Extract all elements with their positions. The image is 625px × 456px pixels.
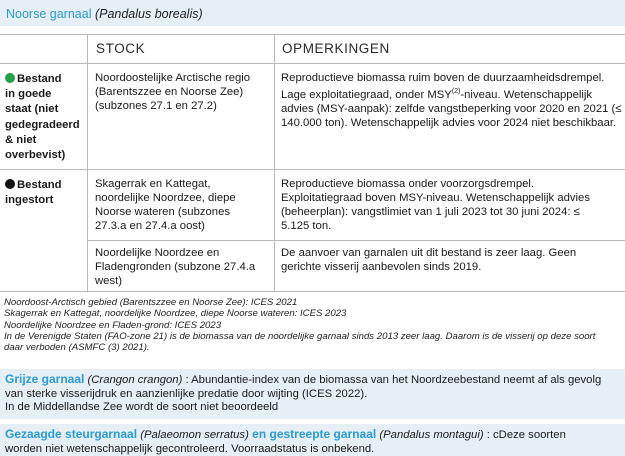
remarks-line: gerichte visserij aanbevolen sinds 2019.: [281, 261, 482, 273]
grijze-line-1: : Abundantie-index van de biomassa van het Noordzeebestand neemt af als gevolg: [182, 374, 602, 386]
status-good-line: staat (niet: [5, 103, 59, 116]
note-line: Noordoost-Arctisch gebied (Barentszzee en Noorse Zee): ICES 2021: [4, 297, 298, 308]
remarks-line: [281, 85, 623, 102]
row-divider-2: [87, 240, 625, 241]
remarks-line: (beheerplan): vangstlimiet van 1 juli 2023 tot 30 juni 2024: ≤: [281, 206, 580, 218]
footnote-ref: (2): [451, 88, 461, 95]
gezaagde-name: Gezaagde steurgarnaal: [5, 427, 138, 441]
grijze-line-2: van sterke visserijdruk en aanzienlijke predatie door wijting (ICES 2022).: [5, 387, 368, 400]
remarks-line: 5.125 ton.: [281, 220, 332, 232]
column-divider-2: [274, 34, 275, 291]
note-line: In de Verenigde Staten (FAO-zone 21) is de biomassa van de noordelijke garnaal sinds 2013 zeer laag. Daarom is de visserij op deze soort: [4, 330, 596, 342]
gezaagde-steurgarnaal-box: [0, 424, 625, 456]
gezaagde-line-2: worden niet wetenschappelijk gecontroleerd. Voorraadstatus is onbekend.: [5, 442, 375, 455]
grijze-garnaal-name: Grijze garnaal: [5, 372, 85, 386]
gestreepte-name: gestreepte garnaal: [269, 427, 377, 441]
source-notes: [4, 297, 622, 353]
stock-line: Fladengronden (subzone 27.4.a: [95, 261, 256, 273]
remarks-line: Reproductieve biomassa onder voorzorgsdrempel.: [281, 178, 535, 190]
stock-line: Noordoostelijke Arctische regio: [95, 72, 251, 84]
page-title: [6, 7, 203, 21]
remarks-cell-2: [281, 177, 623, 233]
status-good-line: Bestand: [17, 73, 62, 85]
remarks-line: Exploitatiegraad boven MSY-niveau. Wetenschappelijk advies: [281, 192, 590, 204]
gestreepte-scientific: (Pandalus montagui): [379, 429, 484, 441]
title-band: [0, 0, 625, 26]
remarks-line: 140.000 ton). Wetenschappelijk advies voor 2024 niet beschikbaar.: [281, 116, 617, 129]
status-collapsed: [5, 178, 87, 208]
header-divider: [0, 63, 625, 64]
stock-cell-1: [95, 71, 270, 113]
remarks-segment: -niveau. Wetenschappelijk: [460, 88, 593, 101]
gezaagde-scientific: (Palaeomon serratus): [140, 429, 249, 441]
status-collapsed-line: Bestand: [17, 179, 62, 191]
black-status-dot-icon: [5, 179, 15, 189]
remarks-line: Reproductieve biomassa ruim boven de duurzaamheidsdrempel.: [281, 72, 605, 84]
remarks-line: advies (MSY-aanpak): zelfde vangstbeperking voor 2020 en 2021 (≤: [281, 102, 622, 115]
status-collapsed-line: ingestort: [5, 194, 54, 207]
stock-line: (Barentszzee en Noorse Zee): [95, 86, 244, 98]
column-divider-1: [87, 34, 88, 291]
remarks-cell-3: [281, 246, 623, 274]
status-good: [5, 72, 87, 163]
status-good-line: gedegradeerd: [5, 118, 80, 131]
stock-cell-2: [95, 177, 270, 233]
title-species-name: Noorse garnaal: [6, 7, 92, 21]
stock-cell-3: [95, 246, 270, 288]
stock-line: Skagerrak en Kattegat,: [95, 178, 211, 190]
grijze-garnaal-text: [5, 373, 620, 415]
row-divider-1: [0, 169, 625, 170]
remarks-segment: Lage exploitatiegraad, onder MSY: [281, 88, 452, 101]
note-line: Skagerrak en Kattegat, noordelijke Noordzee, diepe Noorse wateren: ICES 2023: [4, 308, 347, 320]
header-opmerkingen: OPMERKINGEN: [282, 41, 390, 56]
header-stock: STOCK: [96, 41, 146, 56]
gezaagde-line-1: : cDeze soorten: [483, 429, 566, 441]
remarks-line: De aanvoer van garnalen uit dit bestand is zeer laag. Geen: [281, 247, 577, 259]
grijze-scientific: (Crangon crangon): [87, 374, 183, 386]
note-line: daar verboden (ASMFC (3) 2021).: [4, 342, 150, 354]
table-bottom-border: [0, 291, 625, 292]
status-good-line: & niet: [5, 133, 37, 146]
status-good-line: overbevist): [5, 149, 66, 162]
gezaagde-text: [5, 428, 620, 456]
title-scientific-name: (Pandalus borealis): [94, 7, 203, 21]
stock-line: (subzones 27.1 en 27.2): [95, 100, 217, 112]
stock-line: 27.3.a en 27.4.a oost): [95, 220, 205, 232]
gezaagde-conjunction: en: [248, 427, 270, 441]
grijze-garnaal-box: [0, 369, 625, 419]
grijze-line-3: In de Middellandse Zee wordt de soort niet beoordeeld: [5, 401, 279, 414]
note-line: Noordelijke Noordzee en Fladen-grond: ICES 2023: [4, 319, 222, 331]
stock-line: Noordelijke Noordzee en: [95, 247, 220, 259]
status-good-line: in goede: [5, 88, 52, 101]
stock-line: Noorse wateren (subzones: [95, 206, 231, 218]
green-status-dot-icon: [5, 73, 15, 83]
remarks-cell-1: [281, 71, 623, 130]
stock-line: noordelijke Noordzee, diepe: [95, 192, 236, 204]
table-top-border: [0, 34, 625, 35]
stock-line: west): [95, 275, 122, 287]
